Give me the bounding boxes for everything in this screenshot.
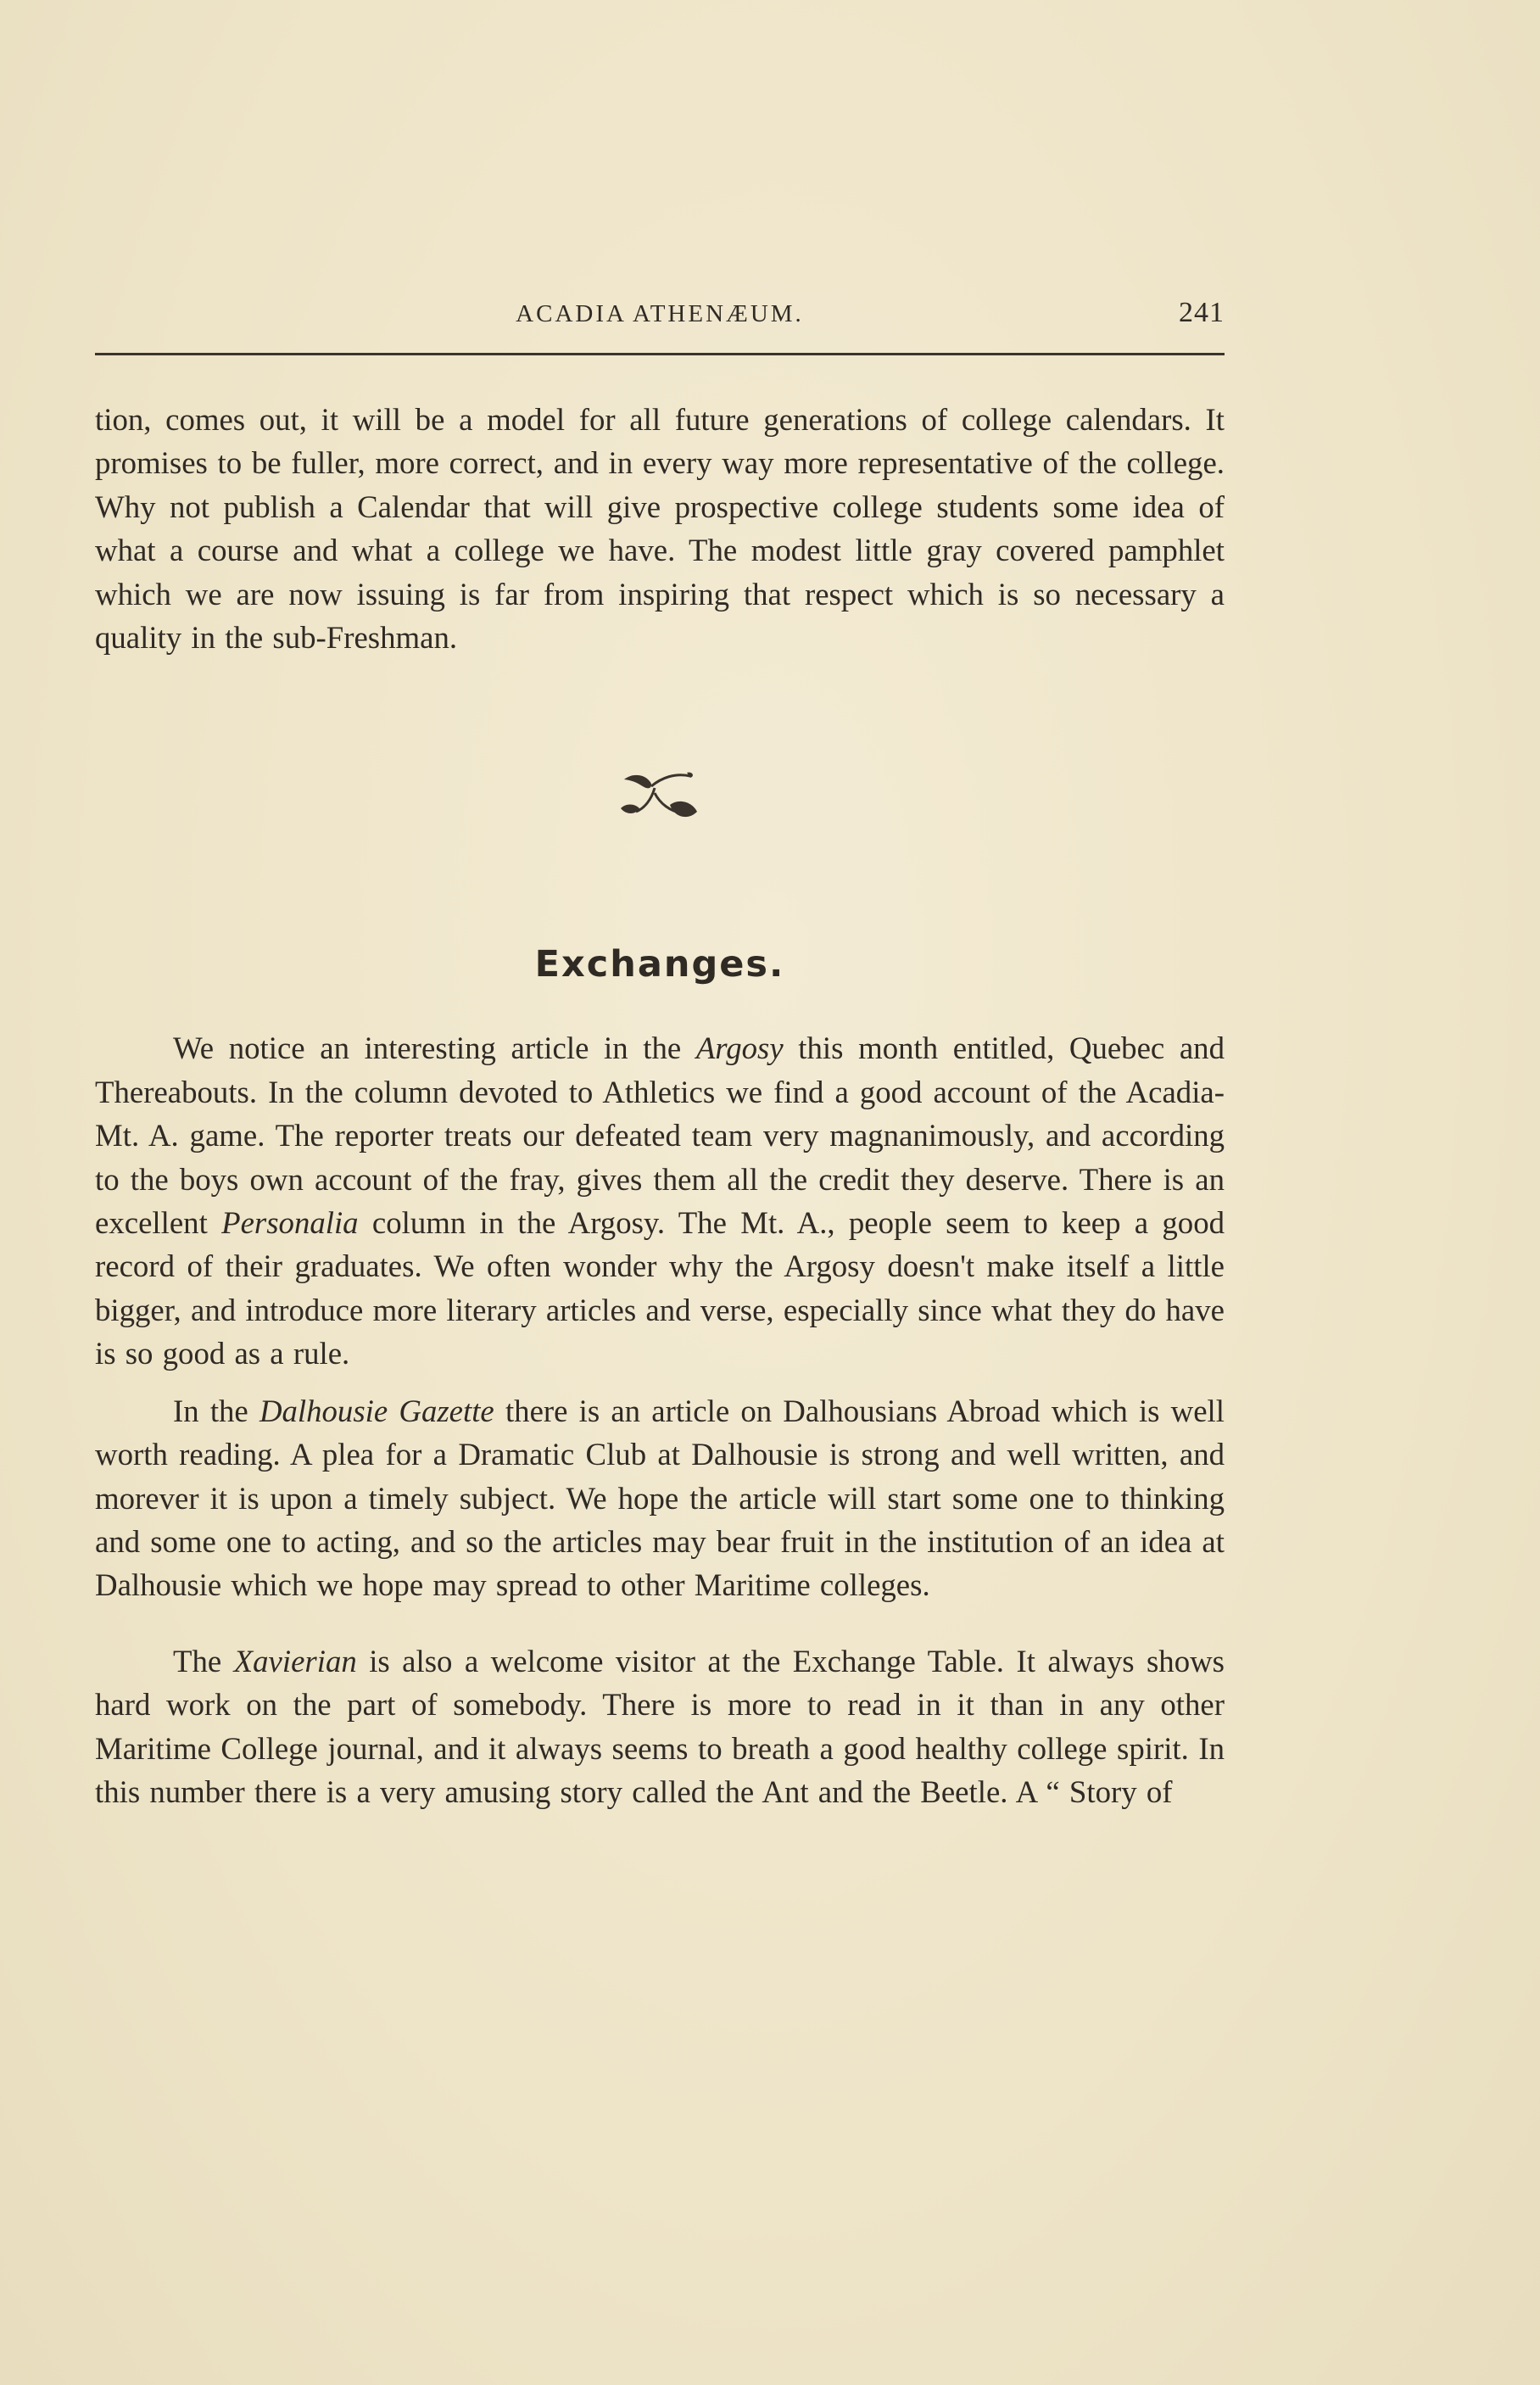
paragraph-text: We notice an interesting article in the [173, 1031, 696, 1066]
intro-paragraph: tion, comes out, it will be a model for all future generations of college calendars. It promises to be fuller, more correct, and in every way more representative of the college. Why not publish a Calendar that will give prospective college students some idea of what a course and what a college we have. The modest little gray covered pamphlet which we are now issuing is far from inspiring that respect which is so necessary a quality in the sub-Freshman. [95, 402, 1225, 656]
column-title: Personalia [221, 1205, 359, 1241]
publication-title: Dalhousie Gazette [259, 1393, 494, 1428]
paragraph-text: there is an article on Dalhousians Abroad which is well worth reading. A plea for a Dramatic Club at Dalhousie is strong and well written, and morever it is upon a timely subject. We hope the article will start some one to thinking and some one to acting, and so the articles may bear fruit in the institution of an idea at Dalhousie which we hope may spread to other Maritime colleges. [95, 1393, 1225, 1603]
paragraph-text: is also a welcome visitor at the Exchange Table. It always shows hard work on the part of somebody. There is more to read in it than in any other Maritime College journal, and it always seems to breath a good healthy college spirit. In this number there is a very amusing story called the Ant and the Beetle. A “ Story of [95, 1643, 1225, 1809]
paragraph-text: The [173, 1643, 234, 1678]
publication-title: Xavierian [233, 1643, 357, 1678]
running-title: ACADIA ATHENÆUM. [516, 300, 804, 327]
paragraph-text: this month entitled, Quebec and Thereabouts. In the column devoted to Athletics we find a good account of the Acadia-Mt. A. game. The reporter treats our defeated team very magnanimously, and according to the boys own account of the fray, gives them all the credit they deserve. There is an excellent [95, 1031, 1225, 1241]
paragraph-text: In the [173, 1393, 259, 1428]
publication-title: Argosy [695, 1031, 784, 1066]
exchanges-paragraph-argosy [95, 1026, 1225, 1375]
page-number: 241 [1179, 297, 1225, 328]
running-header [95, 297, 1225, 336]
exchanges-paragraph-xavierian [95, 1639, 1225, 1814]
header-rule [95, 353, 1225, 355]
exchanges-paragraph-dalhousie [95, 1389, 1225, 1607]
page [95, 297, 1225, 1827]
fleuron-ornament-icon [95, 769, 1225, 829]
section-heading-exchanges: Exchanges. [534, 943, 785, 986]
paragraph-text: column in the Argosy. The Mt. A., people seem to keep a good record of their graduates. We often wonder why the Argosy doesn't make itself a little bigger, and introduce more literary articles and verse, especially since what they do have is so good as a rule. [95, 1205, 1225, 1371]
